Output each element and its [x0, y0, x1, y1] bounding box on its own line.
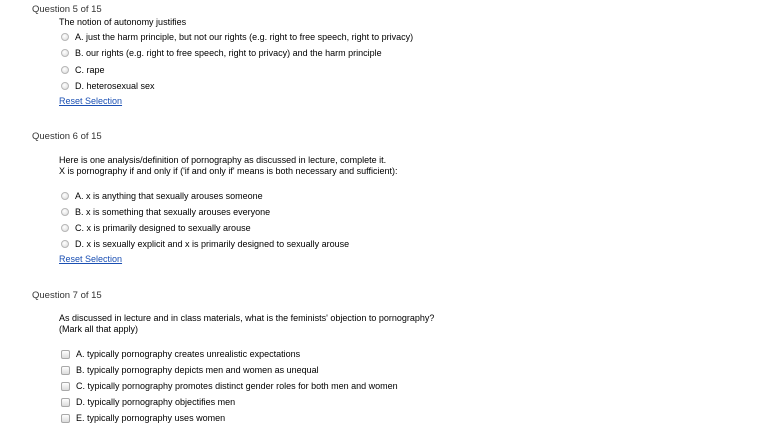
- checkbox[interactable]: [61, 366, 70, 375]
- option-label: B. typically pornography depicts men and women as unequal: [76, 365, 319, 375]
- checkbox[interactable]: [61, 414, 70, 423]
- option-c[interactable]: [61, 380, 398, 392]
- option-b[interactable]: [61, 47, 382, 59]
- checkbox[interactable]: [61, 398, 70, 407]
- radio-button[interactable]: [61, 82, 69, 90]
- option-label: B. our rights (e.g. right to free speech, right to privacy) and the harm principle: [75, 48, 382, 58]
- radio-button[interactable]: [61, 208, 69, 216]
- question-text: The notion of autonomy justifies: [59, 17, 187, 27]
- option-label: D. heterosexual sex: [75, 81, 155, 91]
- option-a[interactable]: [61, 348, 300, 360]
- option-a[interactable]: [61, 31, 413, 43]
- option-b[interactable]: [61, 206, 270, 218]
- option-c[interactable]: [61, 64, 105, 76]
- reset-selection-link[interactable]: Reset Selection: [59, 254, 123, 264]
- option-d[interactable]: [61, 80, 155, 92]
- checkbox[interactable]: [61, 350, 70, 359]
- option-label: C. typically pornography promotes distinct gender roles for both men and women: [76, 381, 398, 391]
- option-label: E. typically pornography uses women: [76, 413, 226, 423]
- option-label: C. rape: [75, 65, 105, 75]
- question-text-line-2: X is pornography if and only if ('if and only if' means is both necessary and sufficient):: [59, 166, 398, 176]
- question-text-line-2: (Mark all that apply): [59, 324, 139, 334]
- reset-selection-link[interactable]: Reset Selection: [59, 96, 123, 106]
- question-header: Question 7 of 15: [32, 290, 102, 301]
- question-text-line-1: Here is one analysis/definition of pornography as discussed in lecture, complete it.: [59, 155, 387, 165]
- radio-button[interactable]: [61, 66, 69, 74]
- option-b[interactable]: [61, 364, 319, 376]
- option-label: C. x is primarily designed to sexually arouse: [75, 223, 251, 233]
- option-d[interactable]: [61, 396, 235, 408]
- option-c[interactable]: [61, 222, 251, 234]
- radio-button[interactable]: [61, 240, 69, 248]
- option-label: D. typically pornography objectifies men: [76, 397, 236, 407]
- radio-button[interactable]: [61, 192, 69, 200]
- checkbox[interactable]: [61, 382, 70, 391]
- option-label: A. just the harm principle, but not our rights (e.g. right to free speech, right to privacy): [75, 32, 414, 42]
- radio-button[interactable]: [61, 49, 69, 57]
- question-header: Question 5 of 15: [32, 4, 102, 15]
- option-label: A. x is anything that sexually arouses someone: [75, 191, 263, 201]
- option-d[interactable]: [61, 238, 349, 250]
- radio-button[interactable]: [61, 33, 69, 41]
- option-label: D. x is sexually explicit and x is primarily designed to sexually arouse: [75, 239, 350, 249]
- radio-button[interactable]: [61, 224, 69, 232]
- option-e[interactable]: [61, 412, 225, 424]
- option-a[interactable]: [61, 190, 263, 202]
- question-header: Question 6 of 15: [32, 131, 102, 142]
- question-text-line-1: As discussed in lecture and in class materials, what is the feminists' objection to pornography?: [59, 313, 435, 323]
- option-label: B. x is something that sexually arouses everyone: [75, 207, 271, 217]
- option-label: A. typically pornography creates unrealistic expectations: [76, 349, 301, 359]
